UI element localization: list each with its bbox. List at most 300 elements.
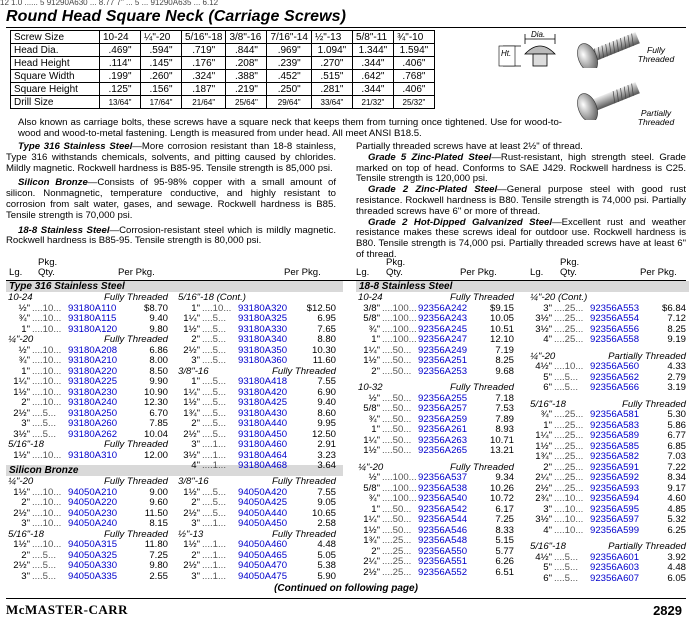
length: 4½": [535, 361, 552, 372]
product-row[interactable]: [8, 377, 168, 388]
price: 8.25: [495, 355, 514, 366]
part-number-link[interactable]: 93180A340: [238, 334, 288, 345]
part-number-link[interactable]: 92356A548: [418, 535, 468, 546]
price: 5.32: [667, 514, 686, 525]
dim-value: .208": [226, 57, 267, 70]
part-number-link[interactable]: 92356A581: [590, 409, 640, 420]
dim-value: .270": [311, 57, 352, 70]
product-row[interactable]: [178, 540, 336, 551]
product-row[interactable]: [530, 314, 686, 325]
dim-value: .594": [141, 44, 182, 57]
pkg-qty: ....1...: [202, 549, 226, 561]
product-row[interactable]: [530, 335, 686, 346]
product-row[interactable]: [530, 563, 686, 574]
price: 3.92: [667, 551, 686, 563]
product-row[interactable]: [358, 536, 514, 547]
length: 1¼": [13, 376, 30, 387]
intro-paragraph: Also known as carriage bolts, these screws have a square neck that keeps them from turning once tightened. Use for wood-to-wood and wood-to-metal fastening. Length is measured from under head. All meet ANSI B18.5.: [18, 117, 562, 139]
pkg-qty: ....5...: [202, 323, 226, 335]
dim-value: .844": [226, 44, 267, 57]
product-row[interactable]: [178, 377, 336, 388]
part-number-link[interactable]: 93180A310: [68, 449, 118, 461]
part-number-link[interactable]: 94050A315: [68, 539, 118, 550]
part-number-link[interactable]: 92356A592: [590, 472, 640, 483]
pkg-qty: ....5...: [554, 371, 578, 383]
pkg-qty: ....10...: [554, 524, 584, 536]
material-paragraph: Silicon Bronze—Consists of 95-98% copper with a small amount of silicon. Nonmagnetic, temperature conductive, and highly resistant to corrosion from salt water, gases, and sewage. Rockwell hardness is B85. Tensile strength is 70,000 psi.: [6, 177, 336, 221]
part-number-link[interactable]: 93180A330: [238, 323, 288, 335]
price: $12.50: [306, 302, 336, 314]
length: 1¼": [363, 514, 380, 525]
part-number-link[interactable]: 93180A225: [68, 376, 118, 387]
part-number-link[interactable]: 92356A540: [418, 493, 468, 504]
pkg-qty: ....5...: [32, 560, 56, 571]
product-row[interactable]: [530, 515, 686, 526]
part-number-link[interactable]: 92356A597: [590, 514, 640, 525]
dim-value: .281": [311, 83, 352, 96]
part-number-link[interactable]: 92356A253: [418, 365, 468, 377]
part-number-link[interactable]: 92356A554: [590, 313, 640, 324]
part-number-link[interactable]: 92356A537: [418, 472, 468, 483]
price: 2.91: [317, 439, 336, 450]
price: 9.90: [149, 376, 168, 387]
dim-value: .406": [393, 83, 434, 96]
pkg-header: Pkg.: [38, 257, 58, 268]
part-number-link[interactable]: 92356A603: [590, 562, 640, 573]
size-header: 5/8"-11: [352, 31, 393, 44]
part-number-link[interactable]: 92356A583: [590, 419, 640, 431]
price: 8.25: [667, 323, 686, 335]
product-row[interactable]: [358, 494, 514, 505]
price: 9.95: [317, 418, 336, 429]
part-number-link[interactable]: 93180A350: [238, 344, 288, 356]
product-row[interactable]: [358, 425, 514, 436]
part-number-link[interactable]: 93180A262: [68, 428, 118, 440]
material-name: Type 316 Stainless Steel: [18, 141, 133, 152]
dim-value: .452": [267, 70, 311, 83]
length: 1½": [363, 524, 380, 536]
product-row[interactable]: [178, 572, 336, 583]
page-number: 2829: [653, 603, 682, 618]
part-number-link[interactable]: 94050A330: [68, 560, 118, 571]
product-row[interactable]: [178, 440, 336, 451]
part-number-link[interactable]: 93180A260: [68, 418, 118, 429]
price: 6.77: [667, 430, 686, 441]
product-row[interactable]: [178, 498, 336, 509]
part-number-link[interactable]: 94050A240: [68, 518, 118, 529]
part-number-link[interactable]: 92356A249: [418, 344, 468, 356]
dim-value: .642": [352, 70, 393, 83]
product-row[interactable]: [8, 398, 168, 409]
part-number-link[interactable]: 93180A115: [68, 313, 117, 324]
length: 6": [543, 382, 552, 393]
part-number-link[interactable]: 92356A562: [590, 371, 640, 383]
product-row[interactable]: [178, 398, 336, 409]
price: 10.65: [311, 507, 336, 519]
length: 4": [543, 524, 552, 536]
dim-row-label: Square Height: [11, 83, 100, 96]
part-number-link[interactable]: 92356A589: [590, 430, 640, 441]
length: 3": [21, 418, 30, 429]
dim-value: 29/64": [267, 96, 311, 109]
part-number-link[interactable]: 92356A551: [418, 556, 468, 567]
part-number-link[interactable]: 92356A538: [418, 482, 468, 494]
part-number-link[interactable]: 92356A552: [418, 566, 468, 578]
size-header: ¾"-10: [393, 31, 434, 44]
price: 6.25: [667, 524, 686, 536]
materials-left: [6, 142, 336, 247]
part-number-link[interactable]: 94050A475: [238, 570, 288, 582]
product-row[interactable]: [530, 362, 686, 373]
price: 10.30: [311, 344, 336, 356]
part-number-link[interactable]: 92356A585: [590, 440, 640, 452]
length: 1¾": [535, 451, 552, 462]
pkg-qty: ....25...: [554, 302, 584, 314]
price: 12.10: [489, 334, 514, 345]
length: 3½": [183, 449, 200, 461]
part-number-link[interactable]: 94050A230: [68, 507, 118, 519]
pkg-qty: ....1...: [202, 439, 226, 450]
price: 8.33: [495, 524, 514, 536]
dim-row-label: Head Dia.: [11, 44, 100, 57]
part-number-link[interactable]: 93180A325: [238, 313, 288, 324]
part-number-link[interactable]: 93180A425: [238, 397, 288, 408]
thread-group-header: ½"-13 Fully Threaded: [178, 528, 336, 540]
pkg-qty: ....5...: [202, 497, 226, 508]
pkg-qty: ....1...: [202, 560, 226, 571]
pkg-qty: ....10...: [32, 365, 62, 377]
pkg-qty: ....10...: [202, 302, 232, 314]
part-number-link[interactable]: 93180A420: [238, 386, 288, 398]
part-number-link[interactable]: 92356A595: [590, 503, 640, 515]
part-number-link[interactable]: 92356A601: [590, 551, 640, 563]
part-number-link[interactable]: 92356A558: [590, 334, 640, 345]
pkg-qty: ....5...: [554, 572, 578, 584]
part-number-link[interactable]: 92356A245: [418, 323, 468, 335]
length: 3": [191, 518, 200, 529]
price: 7.55: [317, 376, 336, 387]
pkg-qty: ....5...: [202, 386, 226, 398]
part-number-link[interactable]: 92356A550: [418, 545, 468, 557]
dim-value: .199": [100, 70, 141, 83]
length: 1½": [183, 323, 200, 335]
dim-value: 17/64": [141, 96, 182, 109]
pkg-qty: ....50...: [382, 434, 412, 446]
title-rule: [6, 27, 686, 28]
product-row[interactable]: [530, 473, 686, 484]
part-number-link[interactable]: 93180A220: [68, 365, 118, 377]
dim-value: .406": [393, 57, 434, 70]
part-number-link[interactable]: 93180A468: [238, 460, 288, 471]
length: 2½": [535, 482, 552, 494]
pkg-qty: ....10...: [554, 514, 584, 525]
qty-header: Qty.: [386, 267, 403, 278]
pkg-qty: ....5...: [32, 428, 56, 440]
section-silicon-bronze: Silicon Bronze: [6, 465, 343, 476]
thread-group-header: ¼"-20 (Cont.): [530, 292, 588, 303]
pkg-qty: ....1...: [202, 449, 226, 461]
price: 6.86: [149, 344, 168, 356]
part-number-link[interactable]: 92356A255: [418, 392, 468, 404]
pkg-header: Pkg.: [386, 257, 406, 268]
pkg-qty: ....5...: [202, 428, 226, 440]
dim-value: .250": [267, 83, 311, 96]
length: 3/8": [363, 302, 380, 314]
pkg-qty: ....25...: [382, 535, 412, 546]
price: $6.84: [661, 302, 686, 314]
price: 7.12: [667, 313, 686, 324]
part-number-link[interactable]: 92356A553: [590, 302, 640, 314]
dim-value: .125": [100, 83, 141, 96]
part-number-link[interactable]: 94050A335: [68, 570, 118, 582]
part-number-link[interactable]: 93180A464: [238, 449, 288, 461]
part-number-link[interactable]: 92356A582: [590, 451, 640, 462]
product-row[interactable]: [178, 519, 336, 530]
part-number-link[interactable]: 92356A607: [590, 572, 640, 584]
product-row[interactable]: [358, 356, 514, 367]
part-number-link[interactable]: 93180A430: [238, 407, 288, 419]
pkg-qty: ....10...: [554, 361, 584, 372]
price: 8.60: [317, 407, 336, 419]
dim-value: .156": [141, 83, 182, 96]
product-row[interactable]: [358, 314, 514, 325]
pkg-qty: ....5...: [202, 355, 226, 366]
dim-value: .219": [226, 83, 267, 96]
part-number-link[interactable]: 92356A251: [418, 355, 468, 366]
price: 6.95: [317, 313, 336, 324]
qty-header: Qty.: [38, 267, 55, 278]
length: 1½": [183, 539, 200, 550]
dim-value: 25/64": [226, 96, 267, 109]
product-row[interactable]: [8, 498, 168, 509]
material-paragraph: Grade 5 Zinc-Plated Steel—Rust-resistant, high strength steel. Grade marked on top of head. Conforms to SAE J429. Rockwell hardness is C25. Tensile strength is 120,000 psi.: [356, 151, 686, 185]
product-row[interactable]: [530, 410, 686, 421]
length: 1½": [13, 539, 30, 550]
pkg-qty: ....10...: [32, 449, 62, 461]
length: 2½": [13, 407, 30, 419]
part-number-link[interactable]: 92356A242: [418, 302, 468, 314]
price: 9.68: [495, 365, 514, 377]
length: ½": [368, 472, 380, 483]
price: 7.89: [495, 413, 514, 425]
length: 1¼": [183, 313, 200, 324]
per-pkg-header: Per Pkg.: [460, 267, 497, 278]
part-number-link[interactable]: 92356A259: [418, 413, 468, 425]
pkg-qty: ....50...: [382, 424, 412, 435]
product-row[interactable]: [530, 526, 686, 537]
thread-group-header: ¼"-20 Fully Threaded: [358, 461, 514, 473]
length: 2½": [183, 344, 200, 356]
dim-row-label: Head Height: [11, 57, 100, 70]
product-row[interactable]: [178, 561, 336, 572]
product-row[interactable]: [358, 473, 514, 484]
product-row[interactable]: [8, 314, 168, 325]
dim-value: .344": [352, 57, 393, 70]
length: 4": [191, 460, 200, 471]
dim-value: .515": [311, 70, 352, 83]
price: 9.17: [667, 482, 686, 494]
product-row[interactable]: [358, 557, 514, 568]
dim-value: .239": [267, 57, 311, 70]
pkg-qty: ....25...: [554, 323, 584, 335]
product-row[interactable]: [178, 461, 336, 472]
part-number-link[interactable]: 94050A440: [238, 507, 288, 519]
part-number-link[interactable]: 92356A261: [418, 424, 468, 435]
product-row[interactable]: [358, 515, 514, 526]
part-number-link[interactable]: 93180A230: [68, 386, 118, 398]
length: ½": [18, 302, 30, 314]
footer-rule: [6, 598, 686, 599]
product-row[interactable]: [8, 572, 168, 583]
pkg-qty: ....25...: [382, 556, 412, 567]
part-number-link[interactable]: 93180A240: [68, 397, 118, 408]
dim-value: .469": [100, 44, 141, 57]
pkg-qty: ....10...: [32, 518, 62, 529]
material-paragraph: 18-8 Stainless Steel—Corrosion-resistant steel which is mildly magnetic. Rockwell hardness is B85-95. Tensile strength is 80,000 psi.: [6, 224, 336, 247]
price: 5.15: [495, 535, 514, 546]
price: 3.23: [317, 449, 336, 461]
part-number-link[interactable]: 94050A465: [238, 549, 288, 561]
length: 2½": [363, 566, 380, 578]
part-number-link[interactable]: 92356A560: [590, 361, 640, 372]
product-row[interactable]: [8, 540, 168, 551]
part-number-link[interactable]: 92356A599: [590, 524, 640, 536]
pkg-qty: ....5...: [32, 549, 56, 561]
product-row[interactable]: [178, 335, 336, 346]
part-number-link[interactable]: 94050A220: [68, 497, 118, 508]
part-number-link[interactable]: 92356A542: [418, 503, 468, 515]
product-row[interactable]: [8, 561, 168, 572]
part-number-link[interactable]: 94050A420: [238, 486, 288, 498]
product-row[interactable]: [358, 335, 514, 346]
length: 2": [21, 397, 30, 408]
length: ¾": [368, 413, 380, 425]
product-row[interactable]: [178, 419, 336, 430]
part-number-link[interactable]: 93180A418: [238, 376, 288, 387]
part-number-link[interactable]: 94050A325: [68, 549, 118, 561]
pkg-qty: ....25...: [554, 440, 584, 452]
part-number-link[interactable]: 92356A594: [590, 493, 640, 504]
material-name: Grade 2 Hot-Dipped Galvanized Steel: [368, 216, 553, 228]
thread-group-header: 5/16"-18 Partially Threaded: [530, 541, 686, 552]
part-number-link[interactable]: 94050A470: [238, 560, 288, 571]
length: 1½": [183, 397, 200, 408]
product-row[interactable]: [8, 356, 168, 367]
part-number-link[interactable]: 93180A450: [238, 428, 288, 440]
product-row[interactable]: [358, 404, 514, 415]
pkg-qty: ....50...: [382, 355, 412, 366]
length: 6": [543, 572, 552, 584]
part-number-link[interactable]: 94050A425: [238, 497, 288, 508]
part-number-link[interactable]: 92356A243: [418, 313, 468, 324]
part-number-link[interactable]: 94050A210: [68, 486, 118, 498]
price: 9.40: [317, 397, 336, 408]
part-number-link[interactable]: 94050A460: [238, 539, 288, 550]
part-number-link[interactable]: 92356A544: [418, 514, 468, 525]
dim-value: 1.094": [311, 44, 352, 57]
part-number-link[interactable]: 92356A591: [590, 461, 640, 473]
thread-group-header: 5/16"-18 Fully Threaded: [8, 439, 168, 450]
product-row[interactable]: [358, 568, 514, 579]
price: 7.25: [495, 514, 514, 525]
product-row[interactable]: [358, 446, 514, 457]
price: 8.15: [149, 518, 168, 529]
section-type-316: Type 316 Stainless Steel: [6, 281, 343, 292]
product-row[interactable]: [530, 383, 686, 394]
length: 3": [21, 570, 30, 582]
part-number-link[interactable]: 93180A360: [238, 355, 288, 366]
part-number-link[interactable]: 92356A265: [418, 445, 468, 456]
price: 8.00: [149, 355, 168, 366]
pkg-qty: ....1...: [202, 518, 226, 529]
list-188-col-b: [530, 293, 686, 584]
pkg-qty: ....100...: [382, 472, 417, 483]
length: 1¼": [363, 434, 380, 446]
part-number-link[interactable]: 94050A450: [238, 518, 288, 529]
length: ½": [18, 344, 30, 356]
part-number-link[interactable]: 92356A257: [418, 403, 468, 414]
part-number-link[interactable]: 92356A556: [590, 323, 640, 335]
product-row[interactable]: [530, 494, 686, 505]
part-number-link[interactable]: 93180A210: [68, 355, 118, 366]
product-row[interactable]: [8, 419, 168, 430]
part-number-link[interactable]: 92356A263: [418, 434, 468, 446]
part-number-link[interactable]: 93180A250: [68, 407, 118, 419]
price: 6.70: [149, 407, 168, 419]
dimensions-table: [10, 30, 435, 109]
part-number-link[interactable]: 93180A460: [238, 439, 288, 450]
length: 2": [21, 497, 30, 508]
thread-group-header: 10-32 Fully Threaded: [358, 382, 514, 393]
length: 3": [21, 518, 30, 529]
length: 5/8": [363, 403, 380, 414]
part-number-link[interactable]: 93180A208: [68, 344, 118, 356]
length: 3": [543, 302, 552, 314]
price: 10.51: [489, 323, 514, 335]
part-number-link[interactable]: 93180A110: [68, 302, 117, 314]
part-number-link[interactable]: 92356A593: [590, 482, 640, 494]
part-number-link[interactable]: 92356A546: [418, 524, 468, 536]
pkg-qty: ....5...: [32, 407, 56, 419]
pkg-qty: ....100...: [382, 323, 417, 335]
product-row[interactable]: [358, 367, 514, 378]
part-number-link[interactable]: 93180A320: [238, 302, 288, 314]
dim-value: .176": [182, 57, 226, 70]
pkg-qty: ....10...: [32, 313, 62, 324]
product-row[interactable]: [530, 452, 686, 463]
part-number-link[interactable]: 93180A120: [68, 323, 118, 335]
product-row[interactable]: [8, 519, 168, 530]
pkg-qty: ....10...: [32, 397, 62, 408]
pkg-qty: ....5...: [202, 313, 226, 324]
price: 7.65: [317, 323, 336, 335]
price: $9.15: [489, 302, 514, 314]
size-header: 7/16"-14: [267, 31, 311, 44]
product-row[interactable]: [8, 451, 168, 462]
price: 9.60: [149, 497, 168, 508]
product-row[interactable]: [178, 314, 336, 325]
length: ½": [368, 392, 380, 404]
part-number-link[interactable]: 92356A247: [418, 334, 468, 345]
part-number-link[interactable]: 93180A440: [238, 418, 288, 429]
part-number-link[interactable]: 92356A566: [590, 382, 640, 393]
product-row[interactable]: [530, 431, 686, 442]
price: $8.70: [143, 302, 168, 314]
price: 5.86: [667, 419, 686, 431]
price: 12.00: [143, 449, 168, 461]
product-row[interactable]: [178, 356, 336, 367]
length: 2¾": [535, 493, 552, 504]
